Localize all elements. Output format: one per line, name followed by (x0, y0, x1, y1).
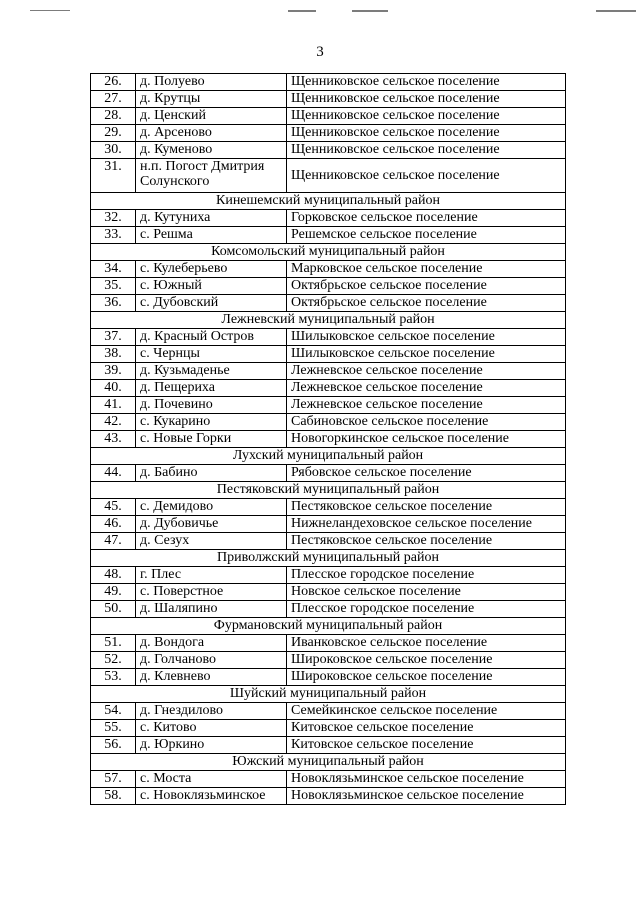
village-name: д. Ценский (136, 108, 287, 125)
settlement-name: Щенниковское сельское поселение (287, 125, 566, 142)
settlement-name: Семейкинское сельское поселение (287, 703, 566, 720)
district-name: Лежневский муниципальный район (91, 312, 566, 329)
row-number: 35. (91, 278, 136, 295)
settlement-name: Решемское сельское поселение (287, 227, 566, 244)
row-number: 45. (91, 499, 136, 516)
row-number: 53. (91, 669, 136, 686)
settlement-name: Широковское сельское поселение (287, 669, 566, 686)
village-name: с. Кулеберьево (136, 261, 287, 278)
row-number: 44. (91, 465, 136, 482)
row-number: 49. (91, 584, 136, 601)
row-number: 31. (91, 159, 136, 193)
table-row (91, 465, 566, 482)
table-row (91, 788, 566, 805)
district-name: Кинешемский муниципальный район (91, 193, 566, 210)
village-name: д. Почевино (136, 397, 287, 414)
settlement-name: Октябрьское сельское поселение (287, 295, 566, 312)
village-name: д. Кузьмаденье (136, 363, 287, 380)
table-body (91, 74, 566, 805)
table-row (91, 584, 566, 601)
row-number: 52. (91, 652, 136, 669)
table-row (91, 108, 566, 125)
row-number: 34. (91, 261, 136, 278)
table-row (91, 125, 566, 142)
row-number: 27. (91, 91, 136, 108)
village-name: д. Красный Остров (136, 329, 287, 346)
table-row (91, 346, 566, 363)
table-row (91, 329, 566, 346)
row-number: 30. (91, 142, 136, 159)
row-number: 37. (91, 329, 136, 346)
row-number: 47. (91, 533, 136, 550)
page-number: 3 (316, 44, 324, 60)
settlement-name: Щенниковское сельское поселение (287, 142, 566, 159)
village-name: с. Дубовский (136, 295, 287, 312)
table-row (91, 278, 566, 295)
row-number: 54. (91, 703, 136, 720)
village-name: с. Чернцы (136, 346, 287, 363)
row-number: 40. (91, 380, 136, 397)
settlement-name: Лежневское сельское поселение (287, 380, 566, 397)
district-row (91, 312, 566, 329)
table-row (91, 397, 566, 414)
settlement-name: Новоклязьминское сельское поселение (287, 771, 566, 788)
village-name: с. Демидово (136, 499, 287, 516)
table-row (91, 431, 566, 448)
village-name: д. Кутуниха (136, 210, 287, 227)
row-number: 36. (91, 295, 136, 312)
row-number: 32. (91, 210, 136, 227)
scan-artifact (352, 10, 388, 12)
settlement-name: Нижнеландеховское сельское поселение (287, 516, 566, 533)
village-name: д. Юркино (136, 737, 287, 754)
village-name: д. Крутцы (136, 91, 287, 108)
row-number: 33. (91, 227, 136, 244)
table-row (91, 516, 566, 533)
settlement-name: Щенниковское сельское поселение (287, 108, 566, 125)
table-row (91, 601, 566, 618)
district-name: Южский муниципальный район (91, 754, 566, 771)
settlement-name: Китовское сельское поселение (287, 720, 566, 737)
village-name: д. Куменово (136, 142, 287, 159)
table-row (91, 720, 566, 737)
table-row (91, 74, 566, 91)
row-number: 41. (91, 397, 136, 414)
scan-artifact (30, 10, 70, 11)
settlement-name: Щенниковское сельское поселение (287, 159, 566, 193)
settlement-name: Сабиновское сельское поселение (287, 414, 566, 431)
table-row (91, 227, 566, 244)
settlement-name: Щенниковское сельское поселение (287, 74, 566, 91)
village-name: д. Бабино (136, 465, 287, 482)
settlement-name: Лежневское сельское поселение (287, 363, 566, 380)
row-number: 29. (91, 125, 136, 142)
settlement-name: Пестяковское сельское поселение (287, 499, 566, 516)
village-name: с. Новоклязьминское (136, 788, 287, 805)
table-row (91, 159, 566, 193)
village-name: н.п. Погост Дмитрия Солунского (136, 159, 287, 193)
table-row (91, 499, 566, 516)
village-name: с. Моста (136, 771, 287, 788)
settlement-name: Шилыковское сельское поселение (287, 346, 566, 363)
table-row (91, 380, 566, 397)
settlement-name: Иванковское сельское поселение (287, 635, 566, 652)
table-row (91, 91, 566, 108)
settlement-name: Широковское сельское поселение (287, 652, 566, 669)
district-name: Пестяковский муниципальный район (91, 482, 566, 499)
table-row (91, 414, 566, 431)
settlement-name: Плесское городское поселение (287, 601, 566, 618)
settlement-name: Плесское городское поселение (287, 567, 566, 584)
district-row (91, 686, 566, 703)
village-name: д. Клевнево (136, 669, 287, 686)
village-name: д. Сезух (136, 533, 287, 550)
row-number: 26. (91, 74, 136, 91)
settlement-name: Новоклязьминское сельское поселение (287, 788, 566, 805)
village-name: г. Плес (136, 567, 287, 584)
table-row (91, 261, 566, 278)
village-name: д. Пещериха (136, 380, 287, 397)
settlements-table (90, 73, 566, 805)
table-row (91, 737, 566, 754)
settlement-name: Октябрьское сельское поселение (287, 278, 566, 295)
row-number: 56. (91, 737, 136, 754)
district-row (91, 193, 566, 210)
table-row (91, 669, 566, 686)
district-name: Комсомольский муниципальный район (91, 244, 566, 261)
row-number: 55. (91, 720, 136, 737)
row-number: 46. (91, 516, 136, 533)
row-number: 39. (91, 363, 136, 380)
table-row (91, 295, 566, 312)
settlement-name: Шилыковское сельское поселение (287, 329, 566, 346)
table-row (91, 363, 566, 380)
table-row (91, 567, 566, 584)
settlement-name: Новское сельское поселение (287, 584, 566, 601)
village-name: д. Гнездилово (136, 703, 287, 720)
village-name: с. Южный (136, 278, 287, 295)
table-row (91, 771, 566, 788)
district-name: Шуйский муниципальный район (91, 686, 566, 703)
settlement-name: Щенниковское сельское поселение (287, 91, 566, 108)
village-name: с. Китово (136, 720, 287, 737)
district-name: Лухский муниципальный район (91, 448, 566, 465)
village-name: д. Полуево (136, 74, 287, 91)
district-row (91, 482, 566, 499)
settlement-name: Пестяковское сельское поселение (287, 533, 566, 550)
row-number: 51. (91, 635, 136, 652)
village-name: с. Новые Горки (136, 431, 287, 448)
row-number: 50. (91, 601, 136, 618)
table-row (91, 635, 566, 652)
district-row (91, 754, 566, 771)
settlement-name: Марковское сельское поселение (287, 261, 566, 278)
row-number: 48. (91, 567, 136, 584)
district-row (91, 618, 566, 635)
row-number: 57. (91, 771, 136, 788)
district-name: Приволжский муниципальный район (91, 550, 566, 567)
row-number: 43. (91, 431, 136, 448)
scan-artifact (288, 10, 316, 12)
table-row (91, 210, 566, 227)
district-row (91, 550, 566, 567)
table-row (91, 142, 566, 159)
table-row (91, 533, 566, 550)
village-name: с. Кукарино (136, 414, 287, 431)
village-name: с. Поверстное (136, 584, 287, 601)
village-name: д. Вондога (136, 635, 287, 652)
district-row (91, 244, 566, 261)
district-name: Фурмановский муниципальный район (91, 618, 566, 635)
scan-artifact (596, 10, 636, 12)
table-row (91, 652, 566, 669)
settlement-name: Рябовское сельское поселение (287, 465, 566, 482)
village-name: д. Голчаново (136, 652, 287, 669)
settlement-name: Новогоркинское сельское поселение (287, 431, 566, 448)
settlement-name: Горковское сельское поселение (287, 210, 566, 227)
row-number: 58. (91, 788, 136, 805)
village-name: д. Арсеново (136, 125, 287, 142)
table-row (91, 703, 566, 720)
village-name: д. Дубовичье (136, 516, 287, 533)
district-row (91, 448, 566, 465)
row-number: 38. (91, 346, 136, 363)
village-name: д. Шаляпино (136, 601, 287, 618)
row-number: 42. (91, 414, 136, 431)
village-name: с. Решма (136, 227, 287, 244)
settlement-name: Китовское сельское поселение (287, 737, 566, 754)
settlement-name: Лежневское сельское поселение (287, 397, 566, 414)
row-number: 28. (91, 108, 136, 125)
